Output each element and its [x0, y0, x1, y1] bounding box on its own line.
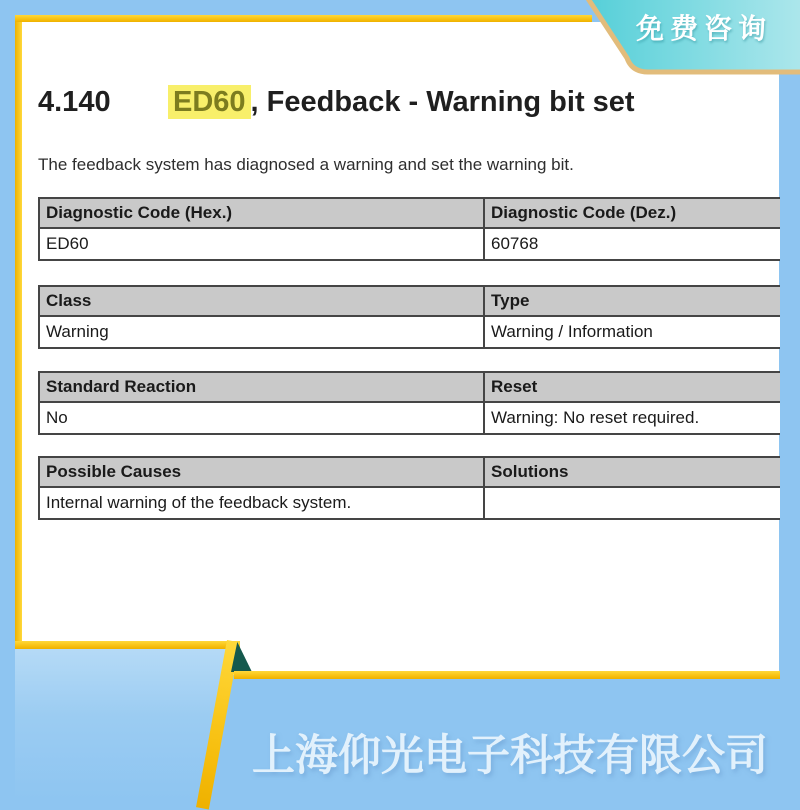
table-header-row [39, 198, 780, 228]
company-watermark: 上海仰光电子科技有限公司 [252, 732, 768, 780]
table-cell: Warning / Information [484, 316, 780, 348]
table-cell [484, 487, 780, 519]
page-border-bottom-left [15, 641, 240, 649]
table-row [39, 487, 780, 519]
table-class-type [38, 285, 780, 349]
page-border-bottom-right [234, 671, 780, 679]
table-cell: 60768 [484, 228, 780, 260]
diagnostic-code-highlight: ED60 [168, 85, 251, 119]
table-cell: Internal warning of the feedback system. [39, 487, 484, 519]
column-header: Solutions [484, 457, 780, 487]
column-header: Diagnostic Code (Hex.) [39, 198, 484, 228]
intro-paragraph: The feedback system has diagnosed a warning and set the warning bit. [38, 155, 574, 174]
table-header-row [39, 286, 780, 316]
table-cell: Warning: No reset required. [484, 402, 780, 434]
page-border-top [15, 15, 592, 22]
table-row [39, 402, 780, 434]
page-border-left [15, 15, 22, 649]
column-header: Class [39, 286, 484, 316]
table-header-row [39, 372, 780, 402]
table-row [39, 228, 780, 260]
column-header: Diagnostic Code (Dez.) [484, 198, 780, 228]
table-cell: No [39, 402, 484, 434]
section-heading [38, 86, 635, 119]
table-cell: ED60 [39, 228, 484, 260]
table-header-row [39, 457, 780, 487]
table-cell: Warning [39, 316, 484, 348]
table-causes-solutions [38, 456, 780, 520]
column-header: Possible Causes [39, 457, 484, 487]
table-reaction-reset [38, 371, 780, 435]
table-diagnostic-code [38, 197, 780, 261]
column-header: Reset [484, 372, 780, 402]
consult-ribbon-label[interactable]: 免费咨询 [636, 13, 773, 44]
column-header: Standard Reaction [39, 372, 484, 402]
section-number: 4.140 [38, 86, 111, 118]
section-title: , Feedback - Warning bit set [250, 86, 635, 118]
table-row [39, 316, 780, 348]
column-header: Type [484, 286, 780, 316]
